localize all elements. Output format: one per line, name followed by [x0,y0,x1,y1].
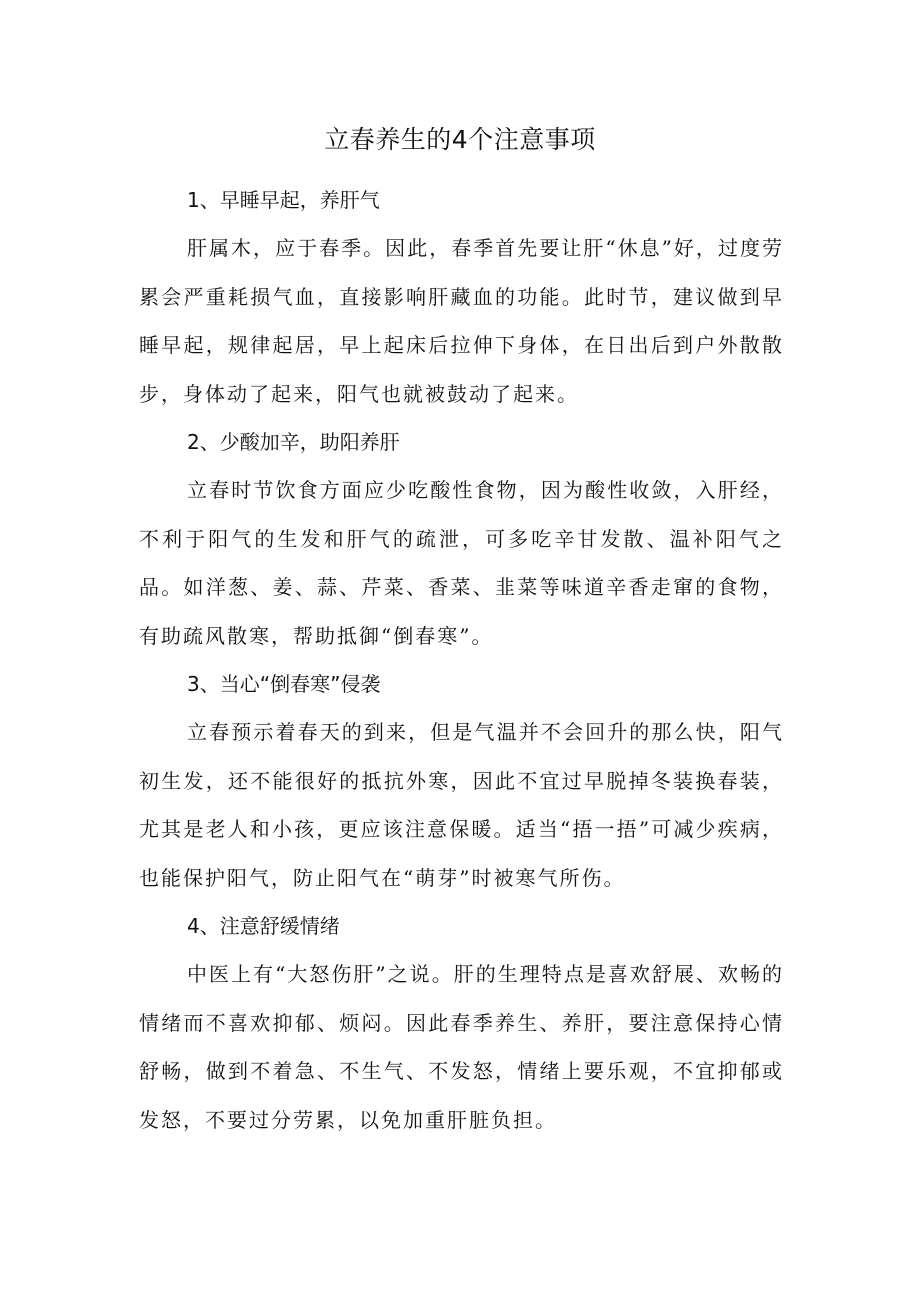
section-heading-1: 1、早睡早起，养肝气 [187,188,380,212]
section-paragraph-2: 立春时节饮食方面应少吃酸性食物，因为酸性收敛，入肝经，不利于阳气的生发和肝气的疏泄，可多吃辛甘发散、温补阳气之品。如洋葱、姜、蒜、芹菜、香菜、韭菜等味道辛香走窜的食物，有助疏风散寒，帮助抵御“倒春寒”。 [139,478,784,648]
section-paragraph-3: 立春预示着春天的到来，但是气温并不会回升的那么快，阳气初生发，还不能很好的抵抗外寒，因此不宜过早脱掉冬装换春装，尤其是老人和小孩，更应该注意保暖。适当“捂一捂”可减少疾病，也能保护阳气，防止阳气在“萌芽”时被寒气所伤。 [139,720,784,890]
section-paragraph-4: 中医上有“大怒伤肝”之说。肝的生理特点是喜欢舒展、欢畅的情绪而不喜欢抑郁、烦闷。因此春季养生、养肝，要注意保持心情舒畅，做到不着急、不生气、不发怒，情绪上要乐观，不宜抑郁或发怒，不要过分劳累，以免加重肝脏负担。 [139,962,784,1132]
section-heading-4: 4、注意舒缓情绪 [187,914,340,938]
document-title: 立春养生的4个注意事项 [324,125,596,154]
document-body [139,176,784,1144]
section-heading-3: 3、当心“倒春寒”侵袭 [187,672,381,696]
section-paragraph-1: 肝属木，应于春季。因此，春季首先要让肝“休息”好，过度劳累会严重耗损气血，直接影响肝藏血的功能。此时节，建议做到早睡早起，规律起居，早上起床后拉伸下身体，在日出后到户外散散步，身体动了起来，阳气也就被鼓动了起来。 [139,236,784,406]
section-heading-2: 2、少酸加辛，助阳养肝 [187,430,400,454]
